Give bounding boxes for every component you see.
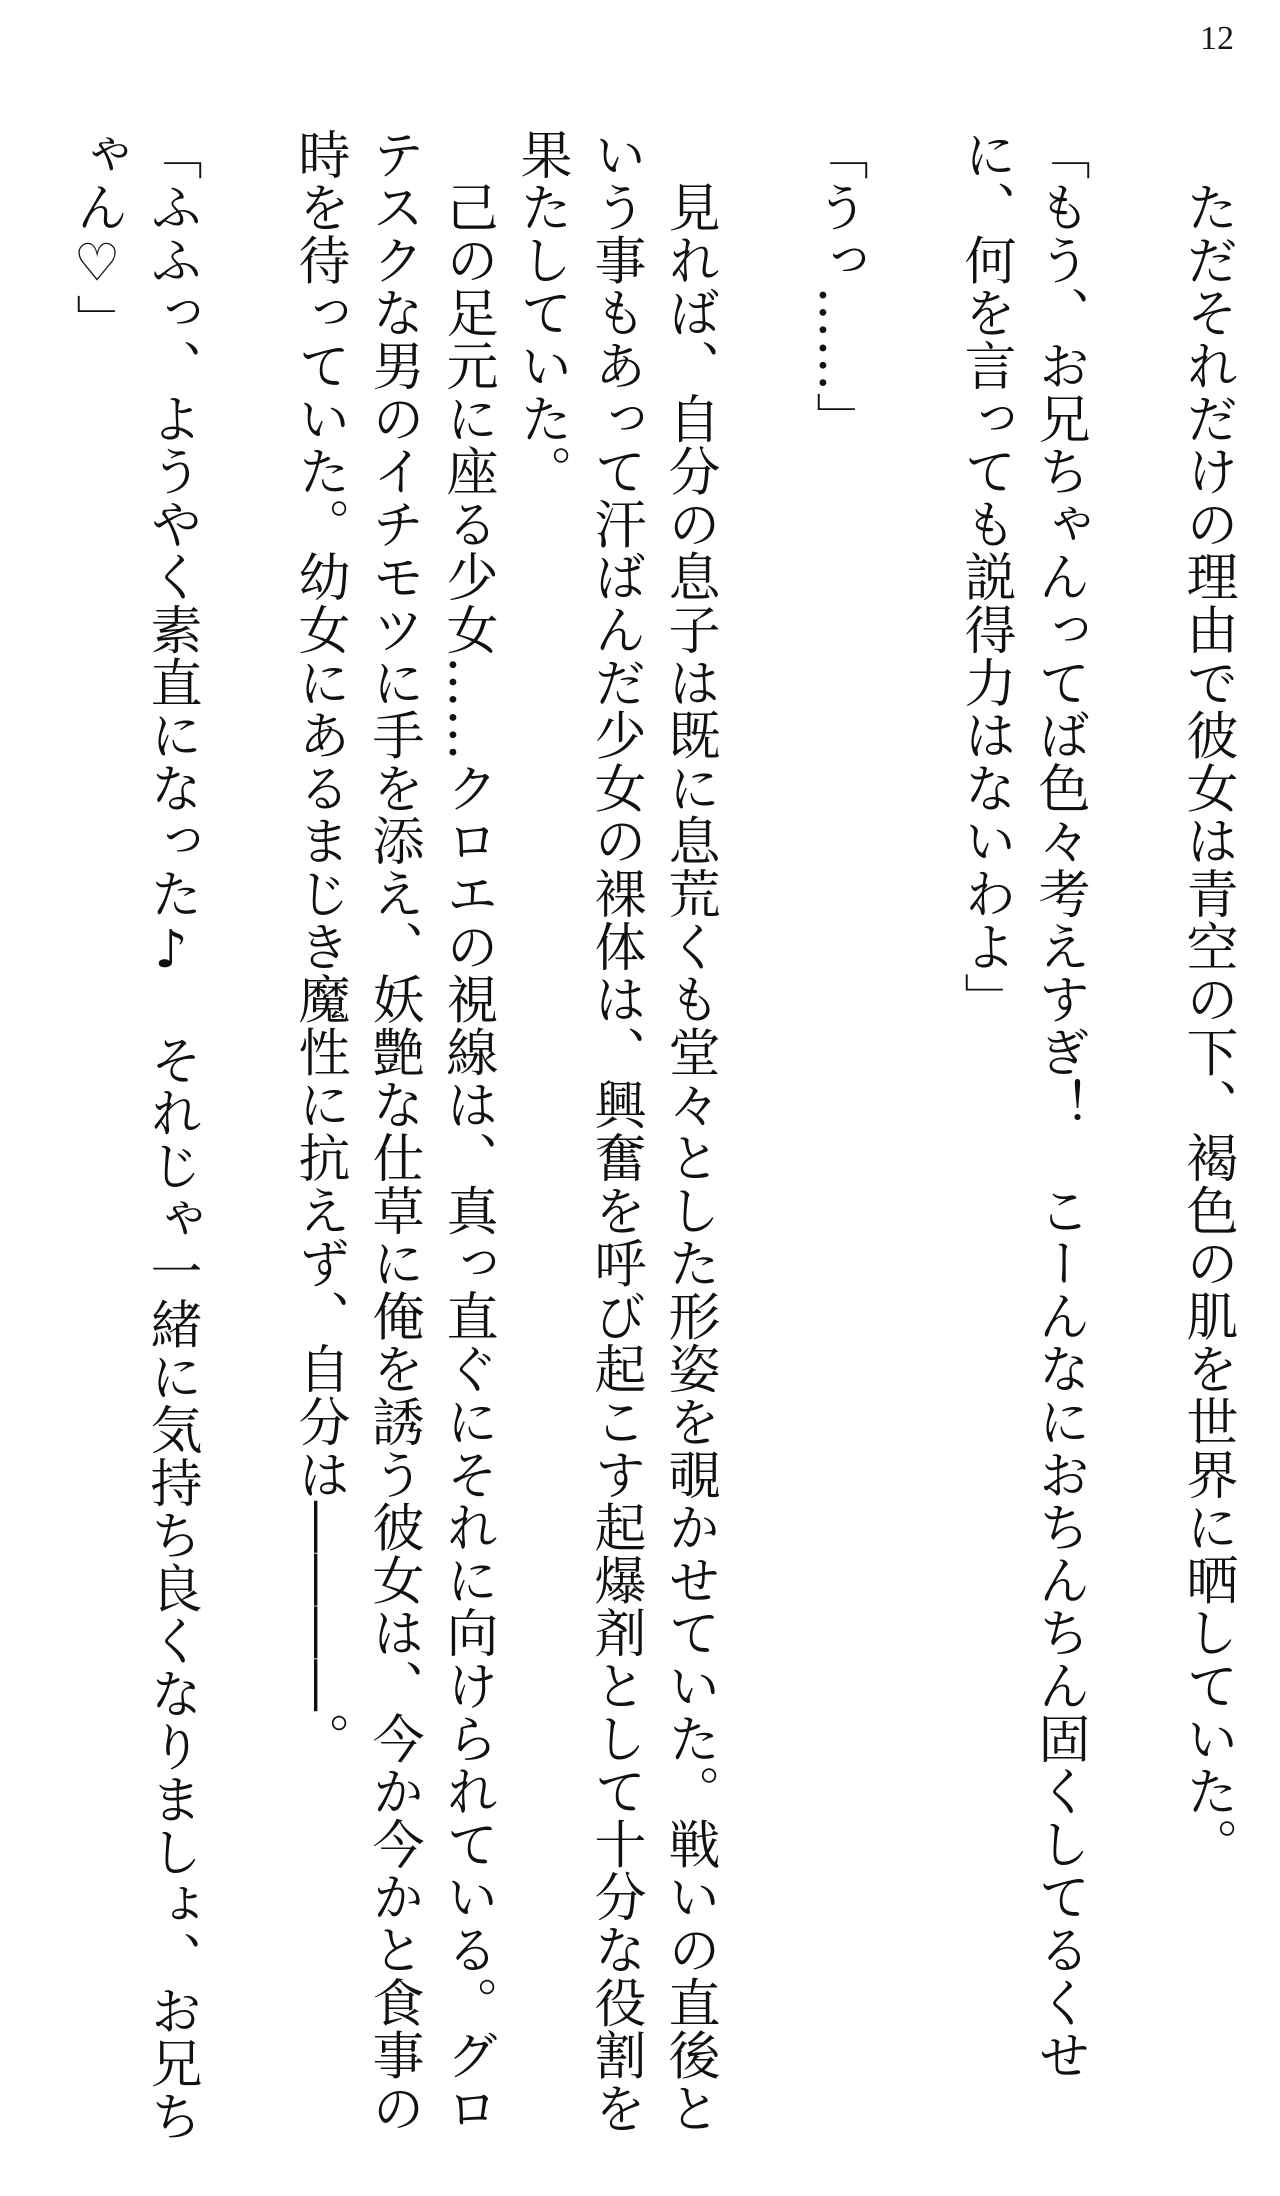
paragraph-dialogue-chloe-1: 「もう、お兄ちゃんってば色々考えすぎ！ こーんなにおちんちん固くしてるくせに、何を言っても説得力はないわよ」 — [955, 128, 1089, 2082]
page-number: 12 — [1200, 20, 1234, 57]
paragraph-dialogue-chloe-2: 「ふふっ、ようやく素直になった♪ それじゃ一緒に気持ち良くなりましょ、お兄ちゃん♡」 — [67, 128, 201, 2143]
paragraph-dialogue-protagonist: 「うっ……」 — [807, 128, 867, 445]
blank-line — [1096, 128, 1170, 2168]
novel-text-body — [60, 128, 1244, 2168]
paragraph-narration-3: 己の足元に座る少女……クロエの視線は、真っ直ぐにそれに向けられている。グロテスクな男のイチモツに手を添え、妖艶な仕草に俺を誘う彼女は、今か今かと食事の時を待っていた。幼女にあるまじき魔性に抗えず、自分は――――。 — [289, 128, 497, 2135]
paragraph-narration-2: 見れば、自分の息子は既に息荒くも堂々とした形姿を覗かせていた。戦いの直後という事もあって汗ばんだ少女の裸体は、興奮を呼び起こす起爆剤として十分な役割を果たしていた。 — [511, 128, 719, 2135]
blank-line — [726, 128, 800, 2168]
blank-line — [208, 128, 282, 2168]
blank-line — [874, 128, 948, 2168]
paragraph-narration-1: ただそれだけの理由で彼女は青空の下、褐色の肌を世界に晒していた。 — [1177, 128, 1237, 1871]
